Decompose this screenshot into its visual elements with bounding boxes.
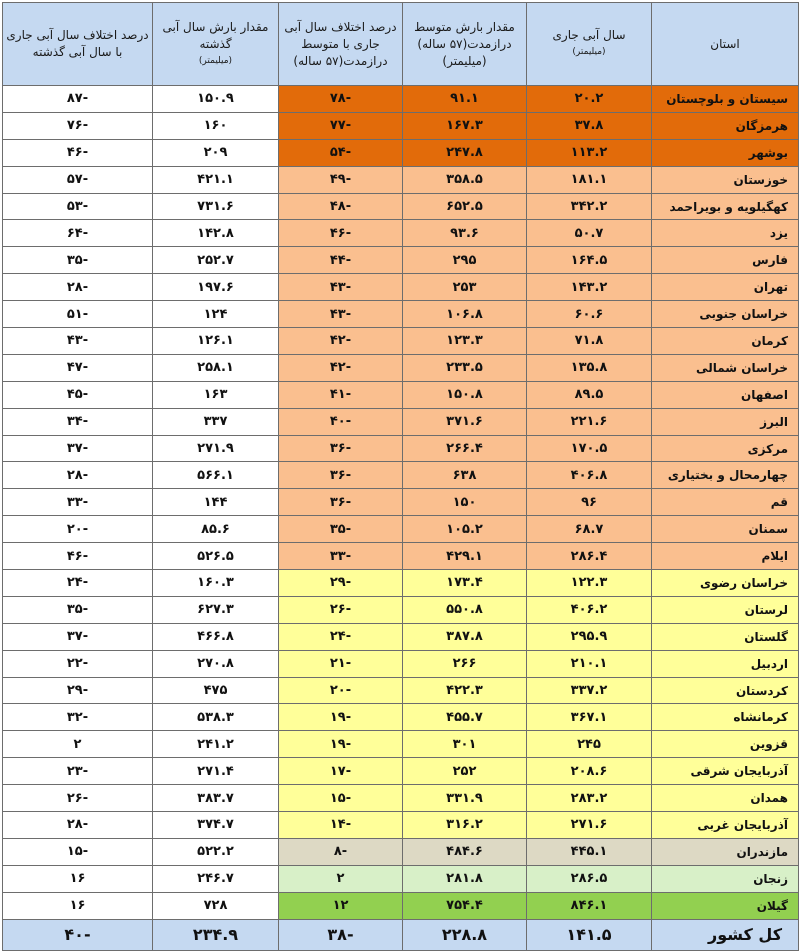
province-cell: گیلان <box>652 892 799 919</box>
province-cell: اردبیل <box>652 650 799 677</box>
last-year-cell: ۳۳۷ <box>153 408 279 435</box>
last-year-cell: ۱۴۲.۸ <box>153 220 279 247</box>
total-row <box>3 919 799 950</box>
long-term-avg-cell: ۳۷۱.۶ <box>403 408 527 435</box>
diff-last-year-cell: -۴۵ <box>3 381 153 408</box>
last-year-cell: ۱۶۳ <box>153 381 279 408</box>
diff-long-term-cell: -۲۱ <box>279 650 403 677</box>
long-term-avg-cell: ۲۵۳ <box>403 274 527 301</box>
table-row <box>3 139 799 166</box>
last-year-cell: ۶۲۷.۳ <box>153 596 279 623</box>
table-row <box>3 892 799 919</box>
diff-long-term-cell: -۱۹ <box>279 704 403 731</box>
diff-last-year-cell: -۵۱ <box>3 301 153 328</box>
current-year-cell: ۱۸۱.۱ <box>527 166 652 193</box>
diff-last-year-cell: -۲۰ <box>3 516 153 543</box>
header-diff-last-year: درصد اختلاف سال آبی جاری با سال آبی گذشته <box>3 3 153 86</box>
last-year-cell: ۱۵۰.۹ <box>153 86 279 113</box>
last-year-cell: ۵۲۲.۲ <box>153 838 279 865</box>
last-year-cell: ۱۶۰.۳ <box>153 570 279 597</box>
diff-last-year-cell: -۳۲ <box>3 704 153 731</box>
diff-last-year-cell: -۱۵ <box>3 838 153 865</box>
current-year-cell: ۲۴۵ <box>527 731 652 758</box>
current-year-cell: ۲۱۰.۱ <box>527 650 652 677</box>
table-row <box>3 247 799 274</box>
last-year-cell: ۳۸۳.۷ <box>153 785 279 812</box>
long-term-avg-cell: ۴۵۵.۷ <box>403 704 527 731</box>
diff-long-term-cell: -۴۳ <box>279 274 403 301</box>
last-year-cell: ۱۹۷.۶ <box>153 274 279 301</box>
long-term-avg-cell: ۲۴۷.۸ <box>403 139 527 166</box>
header-long-term-avg: مقدار بارش متوسط درازمدت(۵۷ ساله) (میلیمتر) <box>403 3 527 86</box>
diff-last-year-cell: -۳۴ <box>3 408 153 435</box>
diff-long-term-cell: -۷۷ <box>279 112 403 139</box>
last-year-cell: ۴۲۱.۱ <box>153 166 279 193</box>
current-year-cell: ۱۲۲.۳ <box>527 570 652 597</box>
diff-last-year-cell: -۴۶ <box>3 543 153 570</box>
last-year-cell: ۳۷۴.۷ <box>153 812 279 839</box>
table-row <box>3 516 799 543</box>
diff-long-term-cell: -۱۴ <box>279 812 403 839</box>
last-year-cell: ۸۵.۶ <box>153 516 279 543</box>
province-cell: سمنان <box>652 516 799 543</box>
last-year-cell: ۴۶۶.۸ <box>153 623 279 650</box>
last-year-cell: ۲۴۶.۷ <box>153 865 279 892</box>
last-year-cell: ۱۲۴ <box>153 301 279 328</box>
last-year-cell: ۱۲۶.۱ <box>153 328 279 355</box>
header-current-year-unit: (میلیمتر) <box>572 47 606 57</box>
diff-long-term-cell: -۴۱ <box>279 381 403 408</box>
header-last-year-unit: (میلیمتر) <box>198 55 233 66</box>
long-term-avg-cell: ۳۳۱.۹ <box>403 785 527 812</box>
diff-last-year-cell: -۷۶ <box>3 112 153 139</box>
province-cell: کرمان <box>652 328 799 355</box>
diff-last-year-cell: -۳۵ <box>3 596 153 623</box>
table-row <box>3 785 799 812</box>
long-term-avg-cell: ۱۰۵.۲ <box>403 516 527 543</box>
last-year-cell: ۲۷۱.۴ <box>153 758 279 785</box>
diff-long-term-cell: -۲۴ <box>279 623 403 650</box>
diff-long-term-cell: -۷۸ <box>279 86 403 113</box>
diff-last-year-cell: -۳۳ <box>3 489 153 516</box>
province-cell: همدان <box>652 785 799 812</box>
last-year-cell: ۵۶۶.۱ <box>153 462 279 489</box>
province-cell: خراسان رضوی <box>652 570 799 597</box>
table-row <box>3 650 799 677</box>
diff-last-year-cell: -۲۸ <box>3 274 153 301</box>
table-row <box>3 86 799 113</box>
header-province: استان <box>652 3 799 86</box>
province-cell: یزد <box>652 220 799 247</box>
province-cell: کردستان <box>652 677 799 704</box>
header-current-year: سال آبی جاری (میلیمتر) <box>527 3 652 86</box>
table-row <box>3 435 799 462</box>
header-row <box>3 3 799 86</box>
diff-last-year-cell: -۵۳ <box>3 193 153 220</box>
current-year-cell: ۸۴۶.۱ <box>527 892 652 919</box>
precipitation-table-sheet <box>2 2 798 945</box>
province-cell: خراسان شمالی <box>652 354 799 381</box>
current-year-cell: ۲۰.۲ <box>527 86 652 113</box>
long-term-avg-cell: ۱۷۳.۴ <box>403 570 527 597</box>
long-term-avg-cell: ۲۹۵ <box>403 247 527 274</box>
diff-last-year-cell: ۲ <box>3 731 153 758</box>
long-term-avg-cell: ۴۸۴.۶ <box>403 838 527 865</box>
total-current: ۱۴۱.۵ <box>527 919 652 950</box>
current-year-cell: ۲۹۵.۹ <box>527 623 652 650</box>
table-row <box>3 328 799 355</box>
long-term-avg-cell: ۹۱.۱ <box>403 86 527 113</box>
table-row <box>3 489 799 516</box>
long-term-avg-cell: ۲۵۲ <box>403 758 527 785</box>
table-row <box>3 462 799 489</box>
total-diff-last: -۴۰ <box>3 919 153 950</box>
province-cell: گلستان <box>652 623 799 650</box>
last-year-cell: ۷۲۸ <box>153 892 279 919</box>
table-row <box>3 166 799 193</box>
diff-last-year-cell: -۴۶ <box>3 139 153 166</box>
table-row <box>3 570 799 597</box>
diff-last-year-cell: -۳۷ <box>3 435 153 462</box>
province-cell: ایلام <box>652 543 799 570</box>
table-row <box>3 543 799 570</box>
header-last-year: مقدار بارش سال آبی گذشته (میلیمتر) <box>153 3 279 86</box>
province-cell: لرستان <box>652 596 799 623</box>
diff-last-year-cell: -۵۷ <box>3 166 153 193</box>
current-year-cell: ۲۰۸.۶ <box>527 758 652 785</box>
diff-last-year-cell: -۲۳ <box>3 758 153 785</box>
long-term-avg-cell: ۱۵۰ <box>403 489 527 516</box>
province-cell: خوزستان <box>652 166 799 193</box>
current-year-cell: ۸۹.۵ <box>527 381 652 408</box>
province-cell: کهگیلویه و بویراحمد <box>652 193 799 220</box>
table-row <box>3 193 799 220</box>
diff-last-year-cell: -۳۷ <box>3 623 153 650</box>
table-row <box>3 731 799 758</box>
long-term-avg-cell: ۳۱۶.۲ <box>403 812 527 839</box>
long-term-avg-cell: ۳۸۷.۸ <box>403 623 527 650</box>
current-year-cell: ۴۰۶.۸ <box>527 462 652 489</box>
diff-long-term-cell: -۴۳ <box>279 301 403 328</box>
last-year-cell: ۱۴۴ <box>153 489 279 516</box>
diff-long-term-cell: -۴۶ <box>279 220 403 247</box>
province-cell: تهران <box>652 274 799 301</box>
long-term-avg-cell: ۵۵۰.۸ <box>403 596 527 623</box>
total-last: ۲۳۴.۹ <box>153 919 279 950</box>
province-cell: مازندران <box>652 838 799 865</box>
diff-last-year-cell: -۲۸ <box>3 462 153 489</box>
diff-long-term-cell: -۱۷ <box>279 758 403 785</box>
long-term-avg-cell: ۶۳۸ <box>403 462 527 489</box>
current-year-cell: ۱۷۰.۵ <box>527 435 652 462</box>
diff-long-term-cell: ۲ <box>279 865 403 892</box>
current-year-cell: ۹۶ <box>527 489 652 516</box>
current-year-cell: ۳۶۷.۱ <box>527 704 652 731</box>
current-year-cell: ۴۰۶.۲ <box>527 596 652 623</box>
diff-last-year-cell: -۸۷ <box>3 86 153 113</box>
long-term-avg-cell: ۴۲۹.۱ <box>403 543 527 570</box>
current-year-cell: ۷۱.۸ <box>527 328 652 355</box>
diff-long-term-cell: -۲۹ <box>279 570 403 597</box>
diff-long-term-cell: -۱۵ <box>279 785 403 812</box>
diff-last-year-cell: ۱۶ <box>3 865 153 892</box>
province-cell: آذربایجان شرقی <box>652 758 799 785</box>
diff-long-term-cell: -۴۹ <box>279 166 403 193</box>
diff-long-term-cell: -۴۸ <box>279 193 403 220</box>
long-term-avg-cell: ۱۶۷.۳ <box>403 112 527 139</box>
province-cell: هرمزگان <box>652 112 799 139</box>
table-row <box>3 704 799 731</box>
diff-last-year-cell: -۲۴ <box>3 570 153 597</box>
diff-last-year-cell: ۱۶ <box>3 892 153 919</box>
long-term-avg-cell: ۹۳.۶ <box>403 220 527 247</box>
diff-long-term-cell: -۴۲ <box>279 328 403 355</box>
diff-last-year-cell: -۶۴ <box>3 220 153 247</box>
long-term-avg-cell: ۲۳۳.۵ <box>403 354 527 381</box>
diff-last-year-cell: -۲۲ <box>3 650 153 677</box>
long-term-avg-cell: ۱۵۰.۸ <box>403 381 527 408</box>
province-cell: اصفهان <box>652 381 799 408</box>
current-year-cell: ۲۸۶.۴ <box>527 543 652 570</box>
table-row <box>3 677 799 704</box>
table-row <box>3 838 799 865</box>
diff-long-term-cell: -۵۴ <box>279 139 403 166</box>
current-year-cell: ۳۴۲.۲ <box>527 193 652 220</box>
table-row <box>3 758 799 785</box>
total-label: کل کشور <box>652 919 799 950</box>
diff-long-term-cell: -۳۵ <box>279 516 403 543</box>
current-year-cell: ۴۴۵.۱ <box>527 838 652 865</box>
table-row <box>3 623 799 650</box>
province-cell: زنجان <box>652 865 799 892</box>
province-cell: البرز <box>652 408 799 435</box>
diff-long-term-cell: -۳۶ <box>279 462 403 489</box>
long-term-avg-cell: ۱۰۶.۸ <box>403 301 527 328</box>
table-row <box>3 220 799 247</box>
diff-long-term-cell: -۱۹ <box>279 731 403 758</box>
diff-long-term-cell: ۱۲ <box>279 892 403 919</box>
total-diff-avg: -۳۸ <box>279 919 403 950</box>
long-term-avg-cell: ۲۶۶.۴ <box>403 435 527 462</box>
last-year-cell: ۲۰۹ <box>153 139 279 166</box>
diff-last-year-cell: -۲۶ <box>3 785 153 812</box>
table-row <box>3 408 799 435</box>
current-year-cell: ۶۰.۶ <box>527 301 652 328</box>
long-term-avg-cell: ۳۰۱ <box>403 731 527 758</box>
current-year-cell: ۱۳۵.۸ <box>527 354 652 381</box>
long-term-avg-cell: ۱۲۳.۳ <box>403 328 527 355</box>
diff-long-term-cell: -۴۰ <box>279 408 403 435</box>
current-year-cell: ۳۳۷.۲ <box>527 677 652 704</box>
last-year-cell: ۲۷۰.۸ <box>153 650 279 677</box>
long-term-avg-cell: ۴۲۲.۳ <box>403 677 527 704</box>
diff-last-year-cell: -۲۸ <box>3 812 153 839</box>
province-cell: سیستان و بلوچستان <box>652 86 799 113</box>
province-cell: چهارمحال و بختیاری <box>652 462 799 489</box>
last-year-cell: ۵۲۶.۵ <box>153 543 279 570</box>
province-cell: قزوین <box>652 731 799 758</box>
diff-long-term-cell: -۴۲ <box>279 354 403 381</box>
table-row <box>3 301 799 328</box>
diff-last-year-cell: -۴۳ <box>3 328 153 355</box>
total-avg: ۲۲۸.۸ <box>403 919 527 950</box>
last-year-cell: ۲۵۲.۷ <box>153 247 279 274</box>
table-row <box>3 354 799 381</box>
table-row <box>3 274 799 301</box>
table-row <box>3 865 799 892</box>
current-year-cell: ۵۰.۷ <box>527 220 652 247</box>
province-cell: بوشهر <box>652 139 799 166</box>
diff-long-term-cell: -۸ <box>279 838 403 865</box>
long-term-avg-cell: ۲۸۱.۸ <box>403 865 527 892</box>
last-year-cell: ۲۴۱.۲ <box>153 731 279 758</box>
current-year-cell: ۲۲۱.۶ <box>527 408 652 435</box>
current-year-cell: ۲۸۳.۲ <box>527 785 652 812</box>
last-year-cell: ۱۶۰ <box>153 112 279 139</box>
diff-long-term-cell: -۳۶ <box>279 435 403 462</box>
current-year-cell: ۱۴۳.۲ <box>527 274 652 301</box>
province-cell: قم <box>652 489 799 516</box>
province-cell: کرمانشاه <box>652 704 799 731</box>
diff-long-term-cell: -۴۴ <box>279 247 403 274</box>
province-cell: مرکزی <box>652 435 799 462</box>
current-year-cell: ۳۷.۸ <box>527 112 652 139</box>
last-year-cell: ۵۳۸.۳ <box>153 704 279 731</box>
last-year-cell: ۴۷۵ <box>153 677 279 704</box>
diff-long-term-cell: -۲۶ <box>279 596 403 623</box>
diff-last-year-cell: -۳۵ <box>3 247 153 274</box>
long-term-avg-cell: ۲۶۶ <box>403 650 527 677</box>
header-long-term-avg-unit: (میلیمتر) <box>442 53 487 68</box>
diff-long-term-cell: -۳۶ <box>279 489 403 516</box>
table-row <box>3 812 799 839</box>
table-row <box>3 381 799 408</box>
diff-last-year-cell: -۲۹ <box>3 677 153 704</box>
current-year-cell: ۲۸۶.۵ <box>527 865 652 892</box>
current-year-cell: ۱۱۳.۲ <box>527 139 652 166</box>
last-year-cell: ۲۷۱.۹ <box>153 435 279 462</box>
header-diff-long-term: درصد اختلاف سال آبی جاری با متوسط درازمدت(۵۷ ساله) <box>279 3 403 86</box>
long-term-avg-cell: ۳۵۸.۵ <box>403 166 527 193</box>
table-row <box>3 112 799 139</box>
long-term-avg-cell: ۷۵۴.۴ <box>403 892 527 919</box>
last-year-cell: ۲۵۸.۱ <box>153 354 279 381</box>
long-term-avg-cell: ۶۵۲.۵ <box>403 193 527 220</box>
province-cell: آذربایجان غربی <box>652 812 799 839</box>
diff-last-year-cell: -۴۷ <box>3 354 153 381</box>
precipitation-table <box>2 2 799 951</box>
province-cell: خراسان جنوبی <box>652 301 799 328</box>
current-year-cell: ۶۸.۷ <box>527 516 652 543</box>
province-cell: فارس <box>652 247 799 274</box>
diff-long-term-cell: -۲۰ <box>279 677 403 704</box>
table-row <box>3 596 799 623</box>
diff-long-term-cell: -۳۳ <box>279 543 403 570</box>
last-year-cell: ۷۳۱.۶ <box>153 193 279 220</box>
current-year-cell: ۲۷۱.۶ <box>527 812 652 839</box>
current-year-cell: ۱۶۴.۵ <box>527 247 652 274</box>
